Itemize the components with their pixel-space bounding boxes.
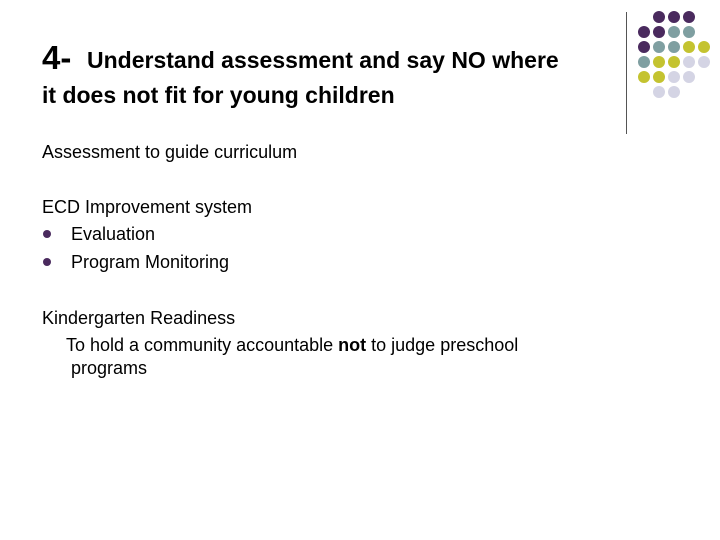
decorative-dot	[683, 26, 695, 38]
section-ecd-heading: ECD Improvement system	[42, 197, 253, 217]
decorative-dot	[638, 56, 650, 68]
section-assessment: Assessment to guide curriculum	[42, 142, 298, 162]
decorative-dot	[638, 41, 650, 53]
decorative-dot	[668, 26, 680, 38]
decorative-dot	[668, 86, 680, 98]
decorative-dot	[683, 11, 695, 23]
decorative-dot	[668, 71, 680, 83]
decorative-dot	[653, 26, 665, 38]
decorative-dot	[668, 56, 680, 68]
decorative-dot	[653, 56, 665, 68]
decorative-dot	[638, 71, 650, 83]
divider-line	[626, 12, 627, 134]
title-number: 4-	[42, 39, 72, 76]
title-line-1: Understand assessment and say NO where	[87, 47, 559, 73]
title-line-2: it does not fit for young children	[42, 82, 395, 108]
decorative-dot	[668, 41, 680, 53]
decorative-dot	[638, 26, 650, 38]
decorative-dot	[653, 86, 665, 98]
bullet-program-monitoring: Program Monitoring	[71, 252, 230, 272]
kindergarten-line-1	[66, 334, 518, 356]
kindergarten-line-2: programs	[71, 358, 148, 378]
decorative-dot	[683, 71, 695, 83]
bullet-icon	[43, 230, 51, 238]
decorative-dot	[698, 41, 710, 53]
decorative-dot	[668, 11, 680, 23]
decorative-dot	[683, 41, 695, 53]
kindergarten-text-bold: not	[338, 335, 367, 355]
bullet-evaluation: Evaluation	[71, 224, 156, 244]
kindergarten-text-after: to judge preschool	[366, 335, 519, 355]
bullet-icon	[43, 258, 51, 266]
kindergarten-text-before: To hold a community accountable	[66, 335, 339, 355]
decorative-dot	[653, 71, 665, 83]
decorative-dot	[653, 41, 665, 53]
decorative-dot	[698, 56, 710, 68]
decorative-dot	[653, 11, 665, 23]
section-kindergarten-heading: Kindergarten Readiness	[42, 308, 236, 328]
decorative-dot	[683, 56, 695, 68]
